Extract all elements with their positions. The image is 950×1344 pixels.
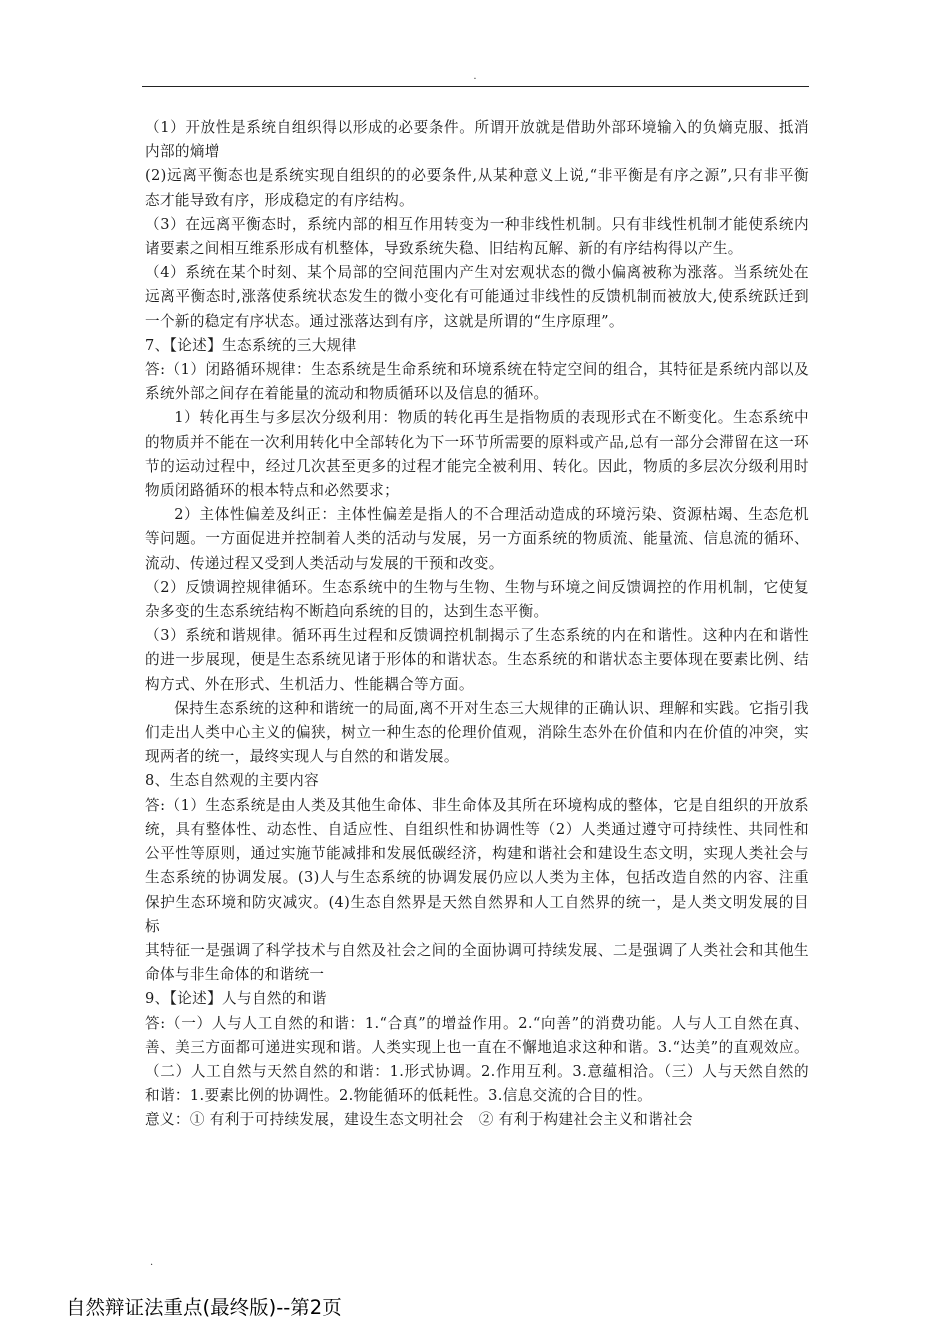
paragraph-1: （1）开放性是系统自组织得以形成的必要条件。所谓开放就是借助外部环境输入的负熵克服、抵消内部的熵增 <box>145 119 809 161</box>
paragraph-16: 答:（一）人与人工自然的和谐：1.“合真”的增益作用。2.“向善”的消费功能。人与人工自然在真、善、美三方面都可递进实现和谐。人类实现上也一直在不懈地追求这种和谐。3.“达美”的直观效应。（二）人工自然与天然自然的和谐：1.形式协调。2.作用互利。3.意蕴相洽。（三）人与天然自然的和谐：1.要素比例的协调性。2.物能循环的低耗性。3.信息交流的合目的性。 <box>145 1014 809 1105</box>
section-heading-9: 9、【论述】人与自然的和谐 <box>145 990 327 1008</box>
section-heading-8: 8、生态自然观的主要内容 <box>145 772 320 790</box>
section-heading-7: 7、【论述】生态系统的三大规律 <box>145 336 357 354</box>
paragraph-4: （4）系统在某个时刻、某个局部的空间范围内产生对宏观状态的微小偏离被称为涨落。当系统处在远离平衡态时,涨落使系统状态发生的微小变化有可能通过非线性的反馈机制而被放大,使系统跃迁到一个新的稳定有序状态。通过涨落达到有序，这就是所谓的“生序原理”。 <box>145 264 809 330</box>
paragraph-10: （3）系统和谐规律。循环再生过程和反馈调控机制揭示了生态系统的内在和谐性。这种内在和谐性的进一步展现，便是生态系统见诸于形体的和谐状态。生态系统的和谐状态主要体现在要素比例、结构方式、外在形式、生机活力、性能耦合等方面。 <box>145 627 809 693</box>
paragraph-6: 答:（1）闭路循环规律：生态系统是生命系统和环境系统在特定空间的组合，其特征是系统内部以及系统外部之间存在着能量的流动和物质循环以及信息的循环。 <box>145 361 809 403</box>
paragraph-14: 其特征一是强调了科学技术与自然及社会之间的全面协调可持续发展、二是强调了人类社会和其他生命体与非生命体的和谐统一 <box>145 941 809 984</box>
footer-mark: . <box>150 1257 154 1268</box>
header-rule <box>142 86 809 87</box>
header-mark: . <box>473 71 477 82</box>
paragraph-9: （2）反馈调控规律循环。生态系统中的生物与生物、生物与环境之间反馈调控的作用机制，它使复杂多变的生态系统结构不断趋向系统的目的，达到生态平衡。 <box>145 578 809 621</box>
paragraph-8: 2）主体性偏差及纠正：主体性偏差是指人的不合理活动造成的环境污染、资源枯竭、生态危机等问题。一方面促进并控制着人类的活动与发展，另一方面系统的物质流、能量流、信息流的循环、流动、传递过程又受到人类活动与发展的干预和改变。 <box>145 506 809 572</box>
paragraph-2: (2)远离平衡态也是系统实现自组织的的必要条件,从某种意义上说,“非平衡是有序之源”,只有非平衡态才能导致有序，形成稳定的有序结构。 <box>145 167 809 209</box>
paragraph-17: 意义：① 有利于可持续发展，建设生态文明社会 ② 有利于构建社会主义和谐社会 <box>145 1111 693 1129</box>
paragraph-7: 1）转化再生与多层次分级利用：物质的转化再生是指物质的表现形式在不断变化。生态系统中的物质并不能在一次利用转化中全部转化为下一环节所需要的原料或产品,总有一部分会滞留在这一环节的运动过程中，经过几次甚至更多的过程才能完全被利用、转化。因此，物质的多层次分级利用时物质闭路循环的根本特点和必然要求； <box>145 409 809 500</box>
paragraph-11: 保持生态系统的这种和谐统一的局面,离不开对生态三大规律的正确认识、理解和实践。它指引我们走出人类中心主义的偏狭，树立一种生态的伦理价值观，消除生态外在价值和内在价值的冲突，实现两者的统一，最终实现人与自然的和谐发展。 <box>145 699 809 766</box>
paragraph-3: （3）在远离平衡态时，系统内部的相互作用转变为一种非线性机制。只有非线性机制才能使系统内诸要素之间相互维系形成有机整体，导致系统失稳、旧结构瓦解、新的有序结构得以产生。 <box>145 215 809 258</box>
body-text <box>145 116 809 1133</box>
footer-page-title: 自然辩证法重点(最终版)--第2页 <box>66 1296 342 1319</box>
paragraph-13: 答:（1）生态系统是由人类及其他生命体、非生命体及其所在环境构成的整体，它是自组织的开放系统，具有整体性、动态性、自适应性、自组织性和协调性等（2）人类通过遵守可持续性、共同性和公平性等原则，通过实施节能减排和发展低碳经济，构建和谐社会和建设生态文明，实现人类社会与生态系统的协调发展。(3)人与生态系统的协调发展仍应以人类为主体，包括改造自然的内容、注重保护生态环境和防灾减灾。(4)生态自然界是天然自然界和人工自然界的统一，是人类文明发展的目标 <box>145 796 809 935</box>
